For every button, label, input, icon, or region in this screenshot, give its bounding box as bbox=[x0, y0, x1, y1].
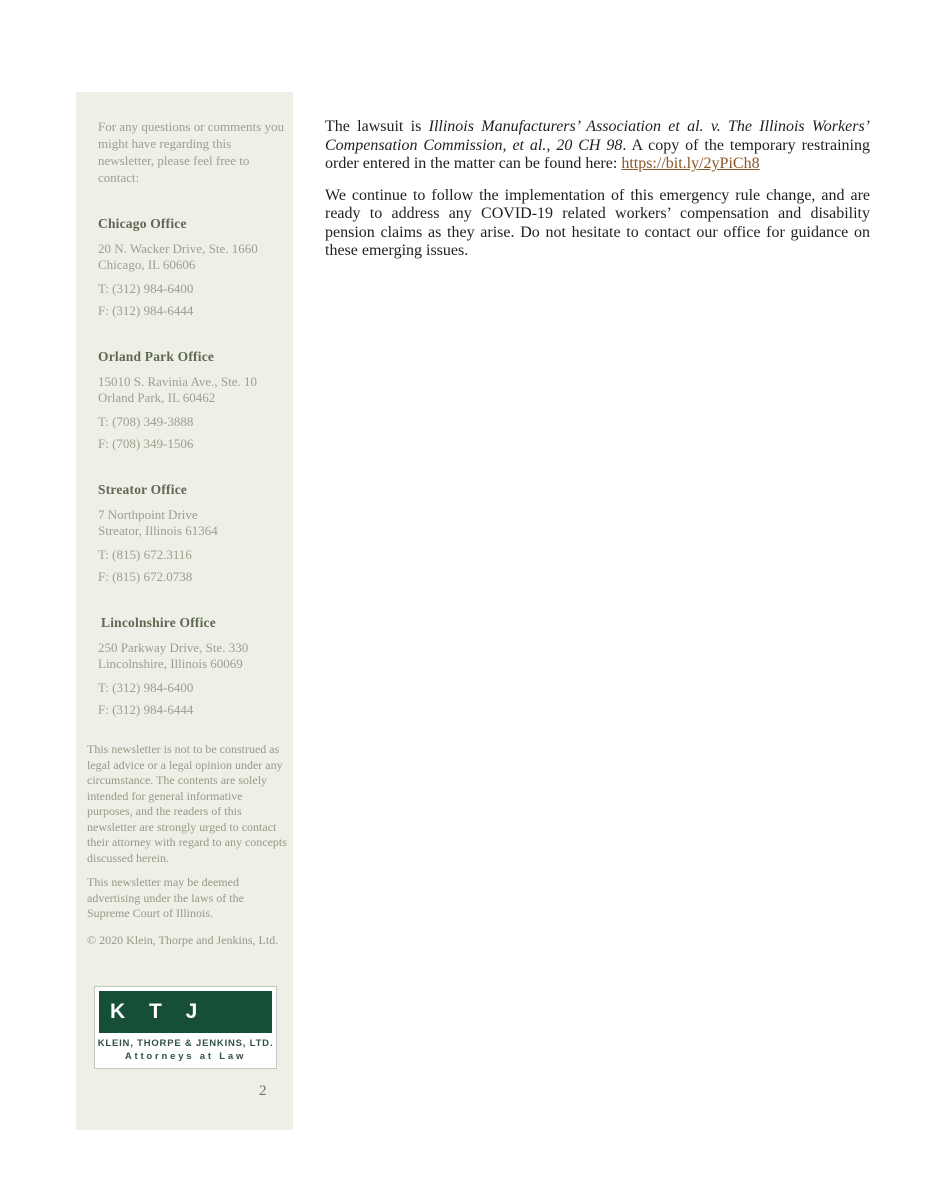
paragraph-lawsuit bbox=[325, 118, 870, 174]
ktj-firm-logo bbox=[94, 986, 277, 1069]
office-phone: T: (312) 984-6400 bbox=[98, 281, 194, 296]
paragraph-followup: We continue to follow the implementation of this emergency rule change, and are ready to address any COVID-19 related workers’ compensation and disability pension claims as they arise. Do not hesitate to contact our office for guidance on these emerging issues. bbox=[325, 186, 870, 259]
address-line-1: 15010 S. Ravinia Ave., Ste. 10 bbox=[98, 374, 258, 389]
office-block-orland-park bbox=[98, 349, 281, 452]
office-fax: F: (815) 672.0738 bbox=[98, 569, 193, 584]
address-line-1: 250 Parkway Drive, Ste. 330 bbox=[98, 640, 249, 655]
office-address bbox=[98, 640, 281, 672]
office-fax: F: (708) 349-1506 bbox=[98, 436, 194, 451]
main-content bbox=[325, 118, 870, 261]
page-number: 2 bbox=[259, 1083, 267, 1099]
office-name: Chicago Office bbox=[98, 216, 187, 231]
lawsuit-lead-text: The lawsuit is bbox=[325, 118, 429, 135]
office-block-lincolnshire bbox=[98, 615, 281, 718]
office-phone: T: (312) 984-6400 bbox=[98, 680, 194, 695]
legal-disclaimer: This newsletter is not to be construed as legal advice or a legal opinion under any circumstance. The contents are solely intended for general informative purposes, and the readers of this newsletter are strongly urged to contact their attorney with regard to any concepts discussed herein. bbox=[87, 742, 287, 865]
case-citation: Illinois Manufacturers’ Association et al. v. The Illinois Workers’ Compensation Commission, et al., 20 CH 98 bbox=[325, 118, 870, 154]
office-block-chicago bbox=[98, 216, 281, 319]
contact-sidebar bbox=[76, 92, 293, 1130]
address-line-2: Streator, Illinois 61364 bbox=[98, 523, 218, 538]
address-line-2: Lincolnshire, Illinois 60069 bbox=[98, 656, 243, 671]
office-name: Orland Park Office bbox=[98, 349, 215, 364]
office-fax: F: (312) 984-6444 bbox=[98, 303, 194, 318]
address-line-1: 20 N. Wacker Drive, Ste. 1660 bbox=[98, 241, 258, 256]
tro-order-link[interactable]: https://bit.ly/2yPiCh8 bbox=[621, 155, 760, 172]
advertising-disclaimer: This newsletter may be deemed advertising under the laws of the Supreme Court of Illinois. bbox=[87, 875, 244, 920]
office-phone: T: (708) 349-3888 bbox=[98, 414, 194, 429]
address-line-2: Orland Park, IL 60462 bbox=[98, 390, 216, 405]
address-line-2: Chicago, IL 60606 bbox=[98, 257, 196, 272]
sidebar-intro-text: For any questions or comments you might have regarding this newsletter, please feel free to contact: bbox=[98, 119, 284, 185]
logo-firm-name: KLEIN, THORPE & JENKINS, LTD. bbox=[97, 1037, 274, 1049]
office-address bbox=[98, 241, 281, 273]
office-address bbox=[98, 374, 281, 406]
logo-green-block bbox=[99, 991, 272, 1033]
office-address bbox=[98, 507, 281, 539]
logo-initials: K T J bbox=[110, 999, 207, 1023]
office-name: Lincolnshire Office bbox=[101, 615, 216, 630]
copyright-notice: © 2020 Klein, Thorpe and Jenkins, Ltd. bbox=[87, 932, 279, 947]
lawsuit-after-text: . A copy of the temporary restraining order entered in the matter can be found here: bbox=[325, 136, 870, 172]
office-name: Streator Office bbox=[98, 482, 188, 497]
logo-tagline: Attorneys at Law bbox=[124, 1050, 247, 1062]
office-phone: T: (815) 672.3116 bbox=[98, 547, 192, 562]
office-fax: F: (312) 984-6444 bbox=[98, 702, 194, 717]
office-block-streator bbox=[98, 482, 281, 585]
address-line-1: 7 Northpoint Drive bbox=[98, 507, 198, 522]
logo-text-block bbox=[95, 1033, 276, 1068]
